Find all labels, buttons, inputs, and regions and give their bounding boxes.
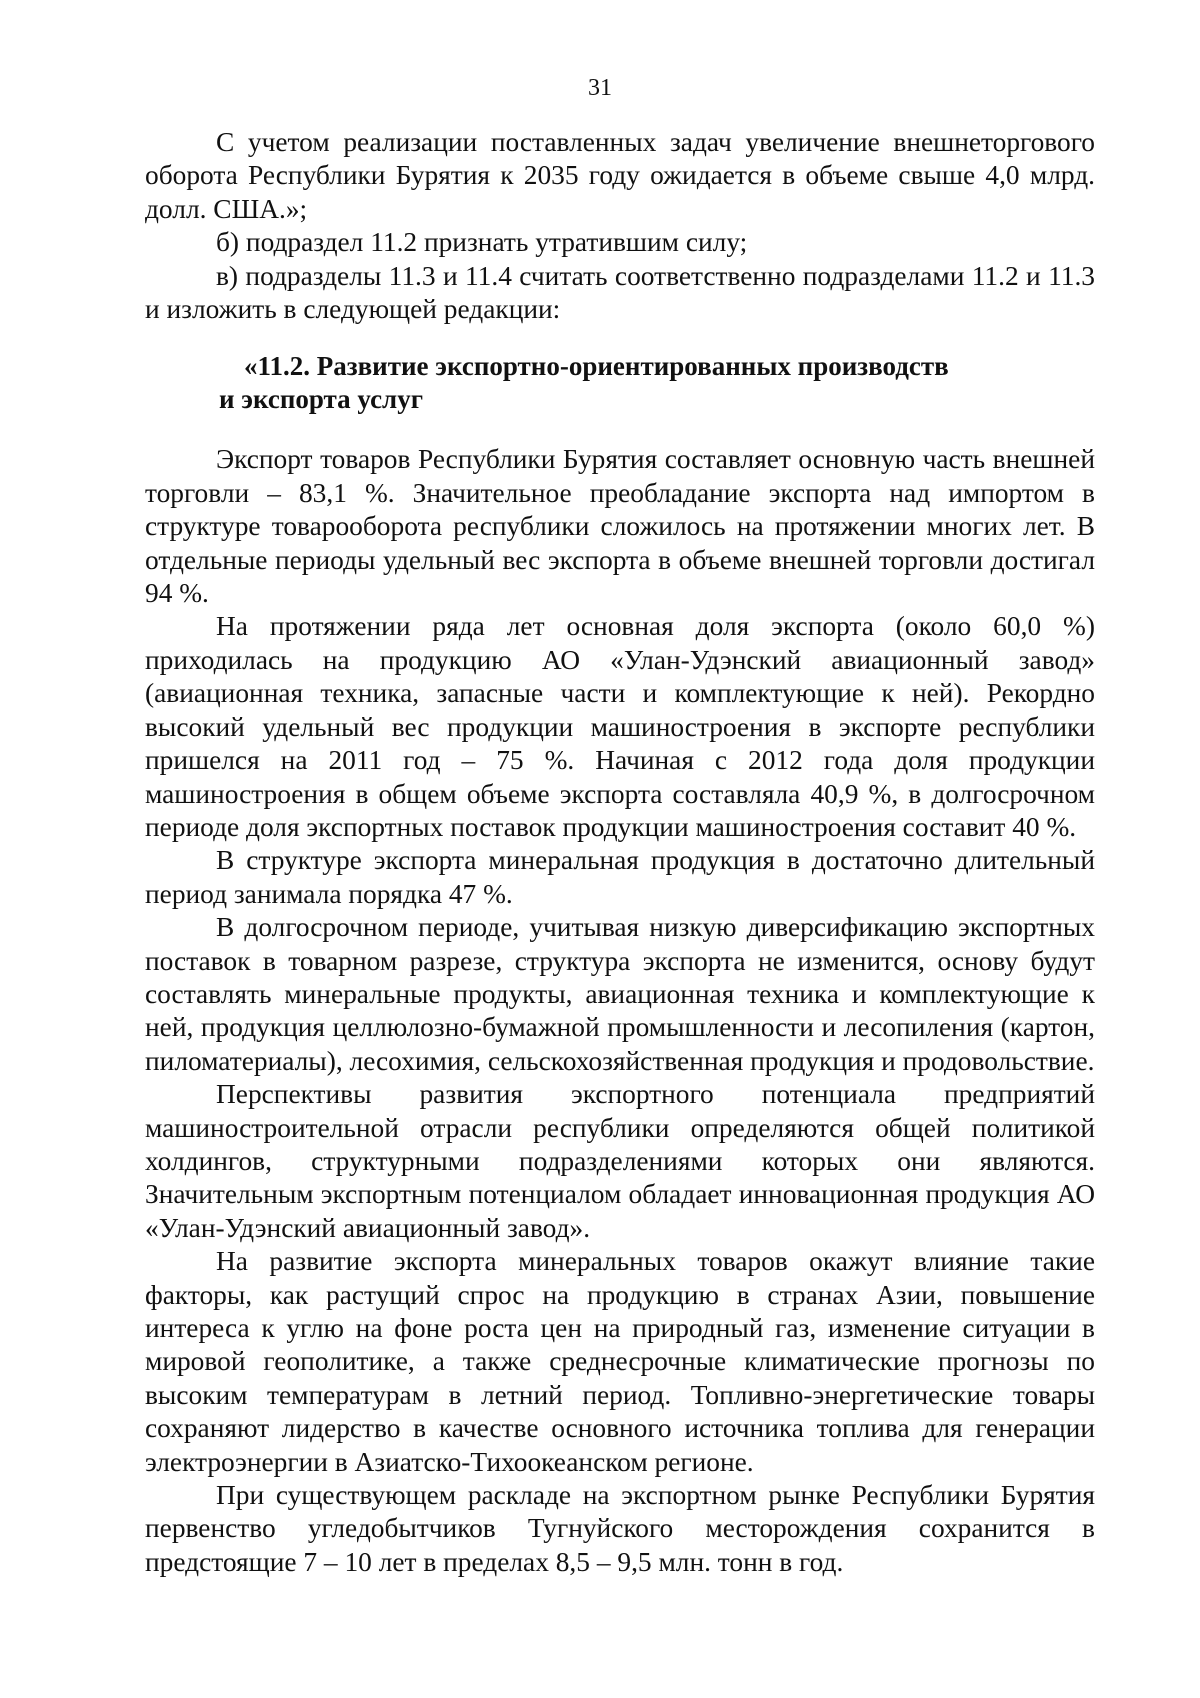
document-body [145,126,1095,1579]
intro-paragraph: С учетом реализации поставленных задач увеличение внешнеторгового оборота Республики Бурятия к 2035 году ожидается в объеме свыше 4,0 млрд. долл. США.»; [145,127,1095,224]
section-paragraph: Перспективы развития экспортного потенциала предприятий машиностроительной отрасли республики определяются общей политикой холдингов, структурными подразделениями которых они являются. Значительным экспортным потенциалом обладает инновационная продукция АО «Улан-Удэнский авиационный завод». [145,1079,1095,1243]
page-number: 31 [588,75,612,101]
section-paragraph: На протяжении ряда лет основная доля экспорта (около 60,0 %) приходилась на продукцию АО «Улан-Удэнский авиационный завод» (авиационная техника, запасные части и комплектующие к ней). Рекордно высокий удельный вес продукции машиностроения в экспорте республики пришелся на 2011 год – 75 %. Начиная с 2012 года доля продукции машиностроения в общем объеме экспорта составляла 40,9 %, в долгосрочном периоде доля экспортных поставок продукции машиностроения составит 40 %. [145,611,1095,842]
section-heading [145,350,1095,416]
section-paragraph: В долгосрочном периоде, учитывая низкую диверсификацию экспортных поставок в товарном разрезе, структура экспорта не изменится, основу будут составлять минеральные продукты, авиационная техника и комплектующие к ней, продукция целлюлозно-бумажной промышленности и лесопиления (картон, пиломатериалы), лесохимия, сельскохозяйственная продукция и продовольствие. [145,912,1095,1076]
section-paragraph: На развитие экспорта минеральных товаров окажут влияние такие факторы, как растущий спрос на продукцию в странах Азии, повышение интереса к углю на фоне роста цен на природный газ, изменение ситуации в мировой геополитике, а также среднесрочные климатические прогнозы по высоким температурам в летний период. Топливно-энергетические товары сохраняют лидерство в качестве основного источника топлива для генерации электроэнергии в Азиатско-Тихоокеанском регионе. [145,1246,1095,1477]
section-paragraph: Экспорт товаров Республики Бурятия составляет основную часть внешней торговли – 83,1 %. Значительное преобладание экспорта над импортом в структуре товарооборота республики сложилось на протяжении многих лет. В отдельные периоды удельный вес экспорта в объеме внешней торговли достигал 94 %. [145,444,1095,609]
section-heading-line-1: «11.2. Развитие экспортно-ориентированных производств [244,351,949,382]
section-paragraph: При существующем раскладе на экспортном рынке Республики Бурятия первенство угледобытчиков Тугнуйского месторождения сохранится в предстоящие 7 – 10 лет в пределах 8,5 – 9,5 млн. тонн в год. [145,1480,1095,1577]
section-paragraph: В структуре экспорта минеральная продукция в достаточно длительный период занимала порядка 47 %. [145,845,1095,909]
intro-paragraph: б) подраздел 11.2 признать утратившим силу; [216,227,748,258]
section-heading-line-2: и экспорта услуг [219,384,423,415]
intro-paragraph: в) подразделы 11.3 и 11.4 считать соответственно подразделами 11.2 и 11.3 и изложить в следующей редакции: [145,260,1095,325]
